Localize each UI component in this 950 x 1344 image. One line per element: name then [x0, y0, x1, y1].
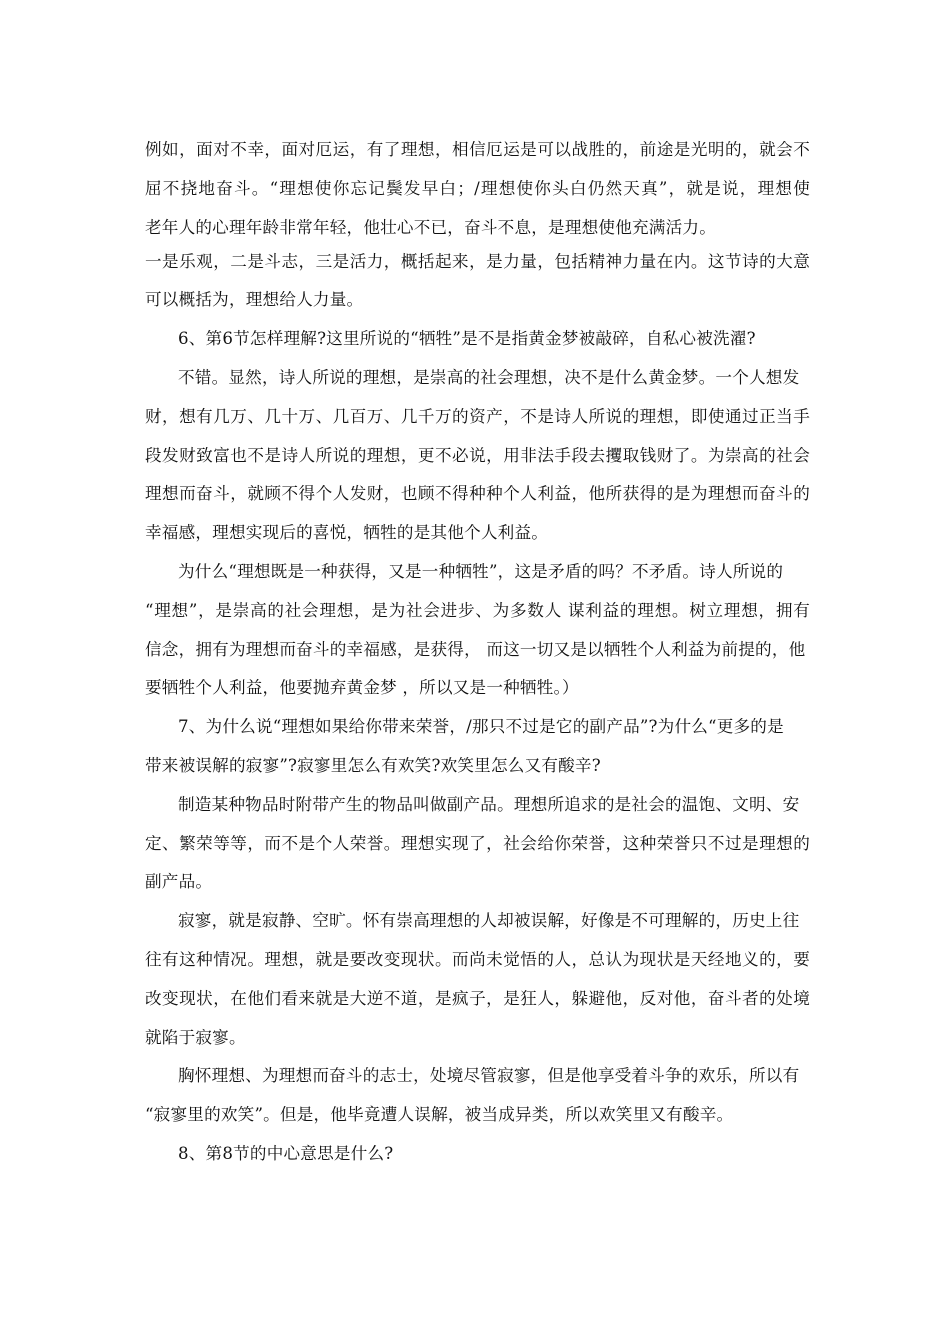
paragraph-line: 信念，拥有为理想而奋斗的幸福感，是获得， 而这一切又是以牺牲个人利益为前提的，他 — [145, 639, 806, 659]
paragraph-line: 老年人的心理年龄非常年轻，他壮心不已，奋斗不息，是理想使他充满活力。 — [145, 217, 716, 237]
paragraph-line: 财，想有几万、几十万、几百万、几千万的资产，不是诗人所说的理想，即使通过正当手 — [145, 406, 810, 426]
paragraph-line: 屈不挠地奋斗。“理想使你忘记鬓发早白；/理想使你头白仍然天真”，就是说，理想使 — [145, 178, 810, 198]
paragraph-line: 胸怀理想、为理想而奋斗的志士，处境尽管寂寥，但是他享受着斗争的欢乐，所以有 — [178, 1066, 800, 1086]
question-heading: 6、第6节怎样理解?这里所说的“牺牲”是不是指黄金梦被敲碎，自私心被洗濯? — [178, 329, 756, 349]
document-body — [145, 140, 810, 1183]
paragraph-line: 可以概括为，理想给人力量。 — [145, 290, 364, 310]
paragraph-line: 幸福感，理想实现后的喜悦，牺牲的是其他个人利益。 — [145, 523, 549, 543]
paragraph-line: 为什么“理想既是一种获得，又是一种牺牲”，这是矛盾的吗？不矛盾。诗人所说的 — [178, 561, 784, 581]
paragraph-line: 定、繁荣等等，而不是个人荣誉。理想实现了，社会给你荣誉，这种荣誉只不过是理想的 — [145, 833, 810, 853]
paragraph-line: 例如，面对不幸，面对厄运，有了理想，相信厄运是可以战胜的，前途是光明的，就会不 — [145, 140, 810, 159]
paragraph-line: “寂寥里的欢笑”。但是，他毕竟遭人误解，被当成异类，所以欢笑里又有酸辛。 — [145, 1105, 734, 1125]
paragraph-line: 制造某种物品时附带产生的物品叫做副产品。理想所追求的是社会的温饱、文明、安 — [178, 794, 800, 814]
paragraph-line: 副产品。 — [145, 872, 213, 892]
paragraph-line: 段发财致富也不是诗人所说的理想，更不必说，用非法手段去攫取钱财了。为崇高的社会 — [145, 445, 810, 465]
paragraph-line: 一是乐观，二是斗志，三是活力，概括起来，是力量，包括精神力量在内。这节诗的大意 — [145, 251, 810, 271]
paragraph-line: 带来被误解的寂寥”?寂寥里怎么有欢笑?欢笑里怎么又有酸辛? — [145, 755, 601, 775]
paragraph-line: 要牺牲个人利益，他要抛弃黄金梦 ，所以又是一种牺牲。） — [145, 678, 579, 698]
paragraph-line: 往有这种情况。理想，就是要改变现状。而尚未觉悟的人，总认为现状是天经地义的，要 — [145, 949, 810, 969]
paragraph-line: 理想而奋斗，就顾不得个人发财，也顾不得种种个人利益，他所获得的是为理想而奋斗的 — [145, 484, 810, 504]
paragraph-line: 改变现状，在他们看来就是大逆不道，是疯子，是狂人，躲避他，反对他，奋斗者的处境 — [145, 988, 810, 1008]
paragraph-line: 就陷于寂寥。 — [145, 1027, 246, 1047]
question-heading: 7、为什么说“理想如果给你带来荣誉，/那只不过是它的副产品”?为什么“更多的是 — [178, 717, 784, 737]
question-heading: 8、第8节的中心意思是什么? — [178, 1143, 394, 1163]
paragraph-line: 寂寥，就是寂静、空旷。怀有崇高理想的人却被误解，好像是不可理解的，历史上往 — [178, 911, 800, 931]
paragraph-line: “理想”，是崇高的社会理想，是为社会进步、为多数人 谋利益的理想。树立理想，拥有 — [145, 600, 810, 620]
paragraph-line: 不错。显然，诗人所说的理想，是崇高的社会理想，决不是什么黄金梦。一个人想发 — [178, 367, 800, 387]
